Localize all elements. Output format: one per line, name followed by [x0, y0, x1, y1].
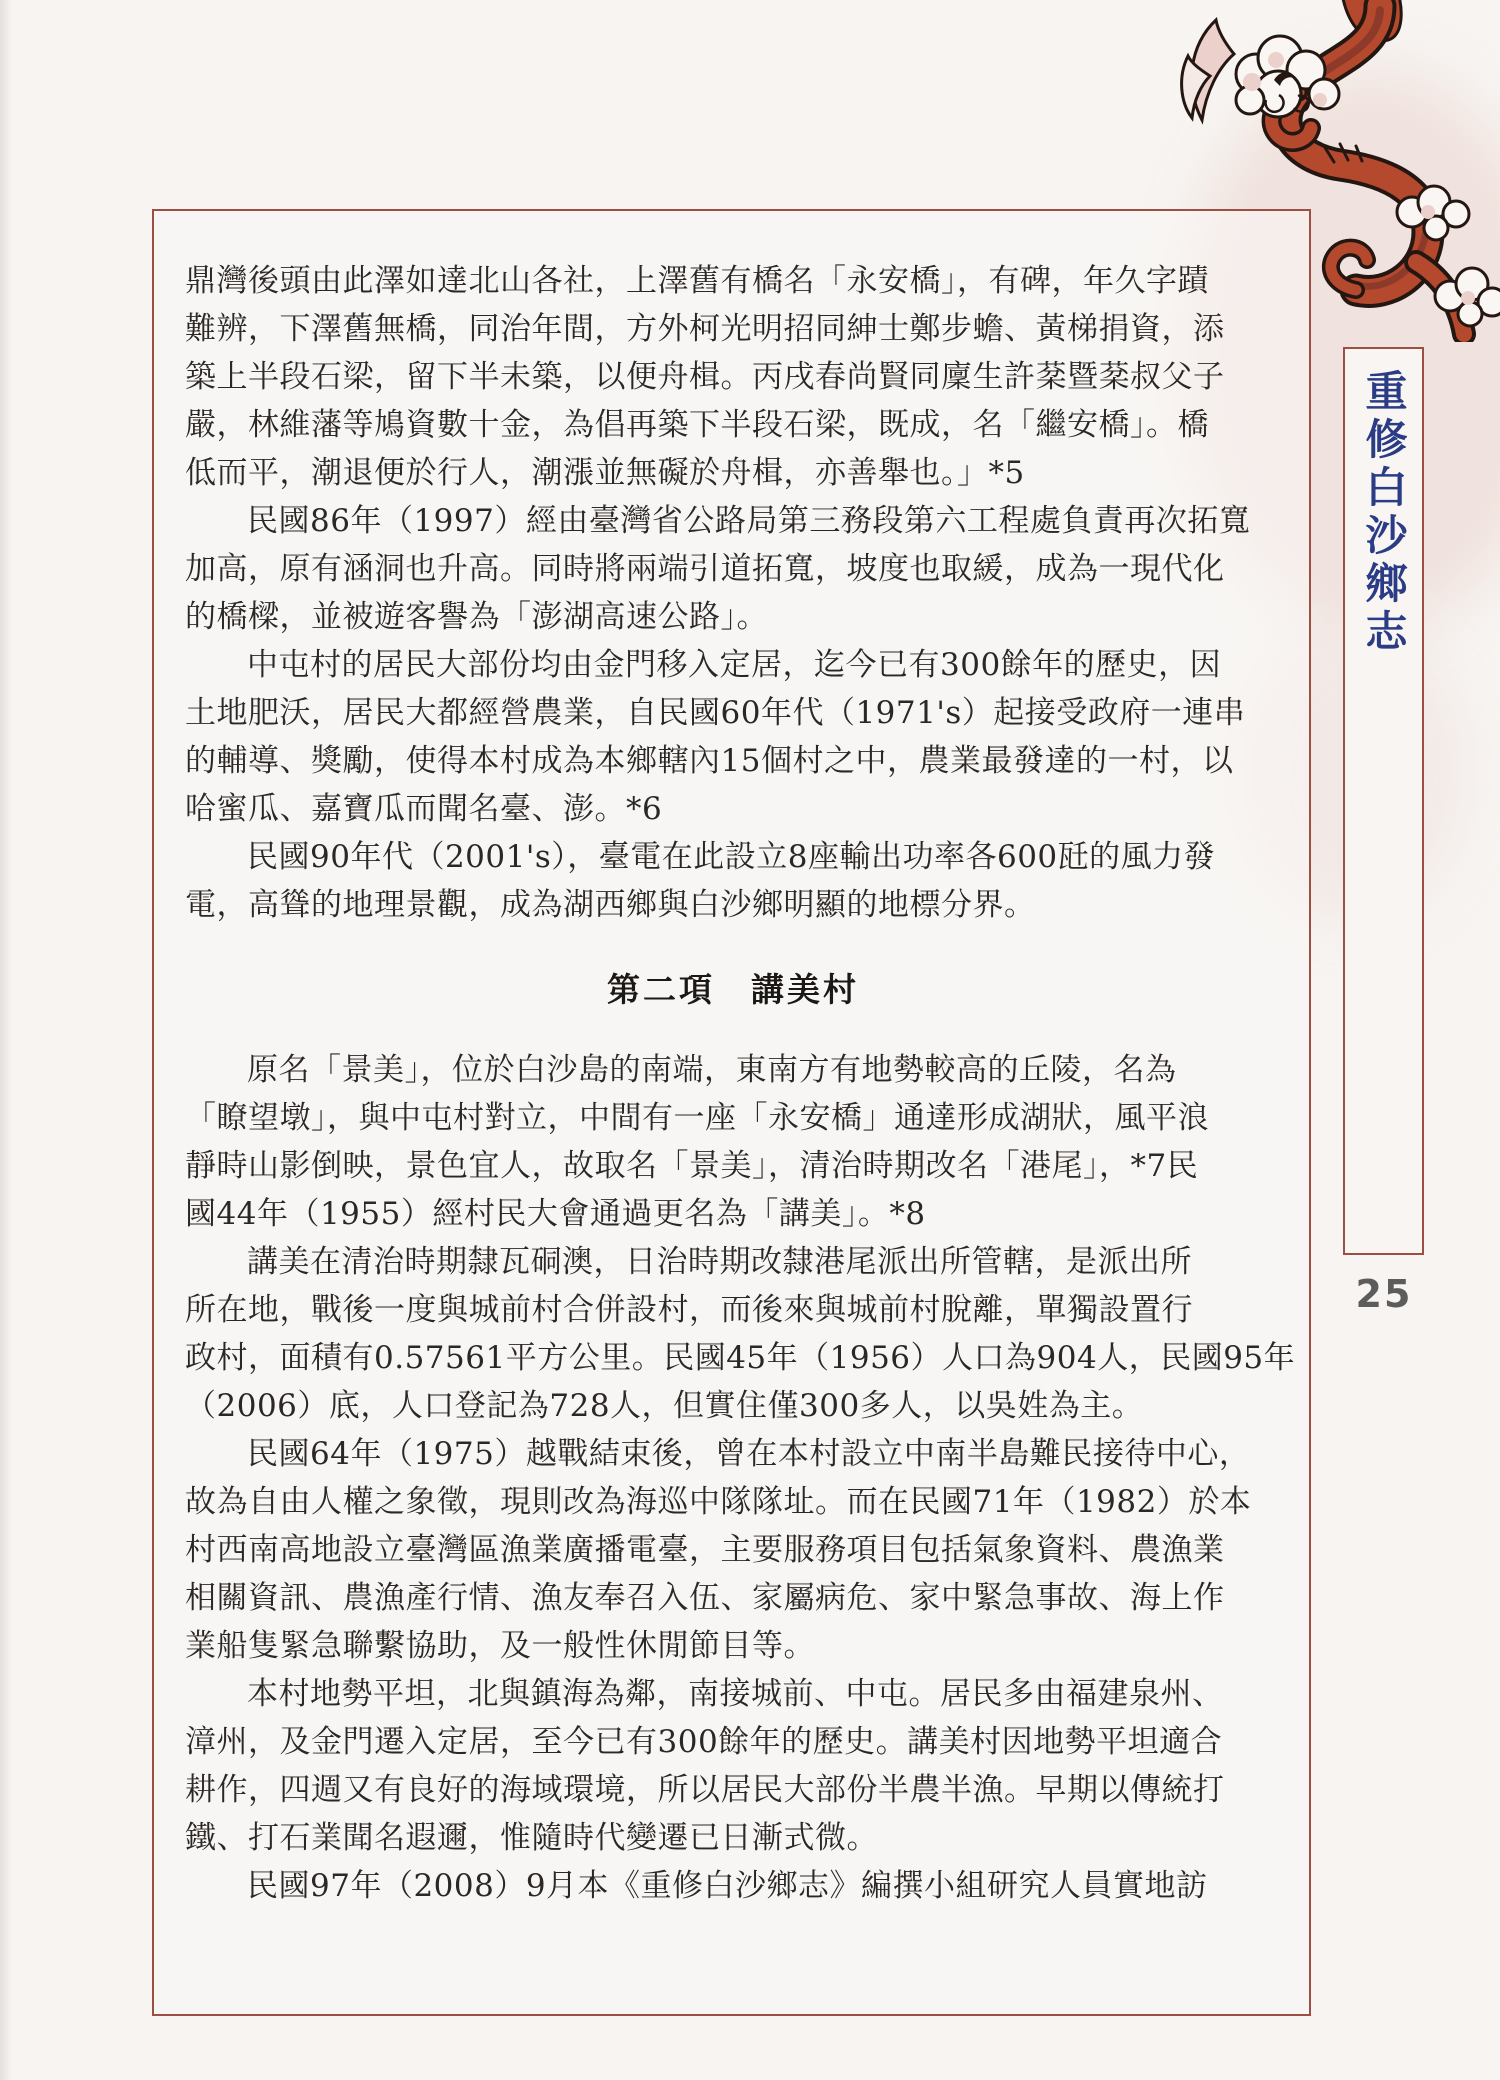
- text-line: 本村地勢平坦，北與鎮海為鄰，南接城前、中屯。居民多由福建泉州、: [247, 1676, 1224, 1712]
- text-line: 業船隻緊急聯繫協助，及一般性休閒節目等。: [185, 1628, 815, 1664]
- text-line: 民國86年（1997）經由臺灣省公路局第三務段第六工程處負責再次拓寬: [247, 503, 1251, 539]
- text-line: 鼎灣後頭由此澤如達北山各社，上澤舊有橋名「永安橋」，有碑，年久字蹟: [185, 263, 1209, 299]
- text-line: 民國90年代（2001's），臺電在此設立8座輸出功率各600瓩的風力發: [247, 839, 1216, 875]
- text-line: 民國97年（2008）9月本《重修白沙鄉志》編撰小組研究人員實地訪: [247, 1868, 1208, 1904]
- text-line: 築上半段石梁，留下半未築，以便舟楫。丙戌春尚賢同廩生許棻暨棻叔父子: [185, 359, 1225, 395]
- text-line: 的橋樑，並被遊客譽為「澎湖高速公路」。: [185, 599, 768, 635]
- text-line: 難辨，下澤舊無橋，同治年間，方外柯光明招同紳士鄭步蟾、黃梯捐資，添: [185, 311, 1225, 347]
- text-line: 村西南高地設立臺灣區漁業廣播電臺，主要服務項目包括氣象資料、農漁業: [185, 1532, 1225, 1568]
- text-line: 靜時山影倒映，景色宜人，故取名「景美」，清治時期改名「港尾」，*7民: [185, 1148, 1199, 1184]
- text-line: 「瞭望墩」，與中屯村對立，中間有一座「永安橋」通達形成湖狀，風平浪: [185, 1100, 1209, 1136]
- text-line: 低而平，潮退便於行人，潮漲並無礙於舟楫，亦善舉也。」*5: [185, 455, 1025, 491]
- text-line: 加高，原有涵洞也升高。同時將兩端引道拓寬，坡度也取緩，成為一現代化: [185, 551, 1225, 587]
- dragon-cloud-ornament: [1128, 0, 1500, 342]
- text-line: 耕作，四週又有良好的海域環境，所以居民大部份半農半漁。早期以傳統打: [185, 1772, 1225, 1808]
- text-line: 的輔導、獎勵，使得本村成為本鄉轄內15個村之中，農業最發達的一村，以: [185, 743, 1234, 779]
- body-text: [154, 211, 1309, 1910]
- book-title-vertical: 重修白沙鄉志: [1359, 369, 1409, 657]
- text-line: 電，高聳的地理景觀，成為湖西鄉與白沙鄉明顯的地標分界。: [185, 887, 1036, 923]
- section-heading: 第二項 講美村: [607, 970, 859, 1009]
- text-line: 漳州，及金門遷入定居，至今已有300餘年的歷史。講美村因地勢平坦適合: [185, 1724, 1223, 1760]
- side-title-frame: [1343, 347, 1424, 1255]
- text-line: 原名「景美」，位於白沙島的南端，東南方有地勢較高的丘陵，名為: [247, 1052, 1177, 1088]
- text-line: 故為自由人權之象徵，現則改為海巡中隊隊址。而在民國71年（1982）於本: [185, 1484, 1252, 1520]
- text-line: 民國64年（1975）越戰結束後，曾在本村設立中南半島難民接待中心，: [247, 1436, 1251, 1472]
- text-line: 所在地，戰後一度與城前村合併設村，而後來與城前村脫離，單獨設置行: [185, 1292, 1193, 1328]
- text-line: 政村，面積有0.57561平方公里。民國45年（1956）人口為904人，民國95年: [185, 1340, 1296, 1376]
- text-line: 嚴，林維藩等鳩資數十金，為倡再築下半段石梁，既成，名「繼安橋」。橋: [185, 407, 1209, 443]
- text-line: 鐵、打石業聞名遐邇，惟隨時代變遷已日漸式微。: [185, 1820, 878, 1856]
- text-line: 講美在清治時期隸瓦硐澳，日治時期改隸港尾派出所管轄，是派出所: [247, 1244, 1192, 1280]
- text-line: 相關資訊、農漁產行情、漁友奉召入伍、家屬病危、家中緊急事故、海上作: [185, 1580, 1225, 1616]
- text-line: （2006）底，人口登記為728人，但實住僅300多人，以吳姓為主。: [185, 1388, 1144, 1424]
- text-line: 土地肥沃，居民大都經營農業，自民國60年代（1971's）起接受政府一連串: [185, 695, 1246, 731]
- text-line: 哈蜜瓜、嘉寶瓜而聞名臺、澎。*6: [185, 791, 663, 827]
- text-line: 中屯村的居民大部份均由金門移入定居，迄今已有300餘年的歷史，因: [247, 647, 1222, 683]
- text-frame: [152, 209, 1311, 2016]
- page-number: 25: [1355, 1272, 1413, 1316]
- text-line: 國44年（1955）經村民大會通過更名為「講美」。*8: [185, 1196, 926, 1232]
